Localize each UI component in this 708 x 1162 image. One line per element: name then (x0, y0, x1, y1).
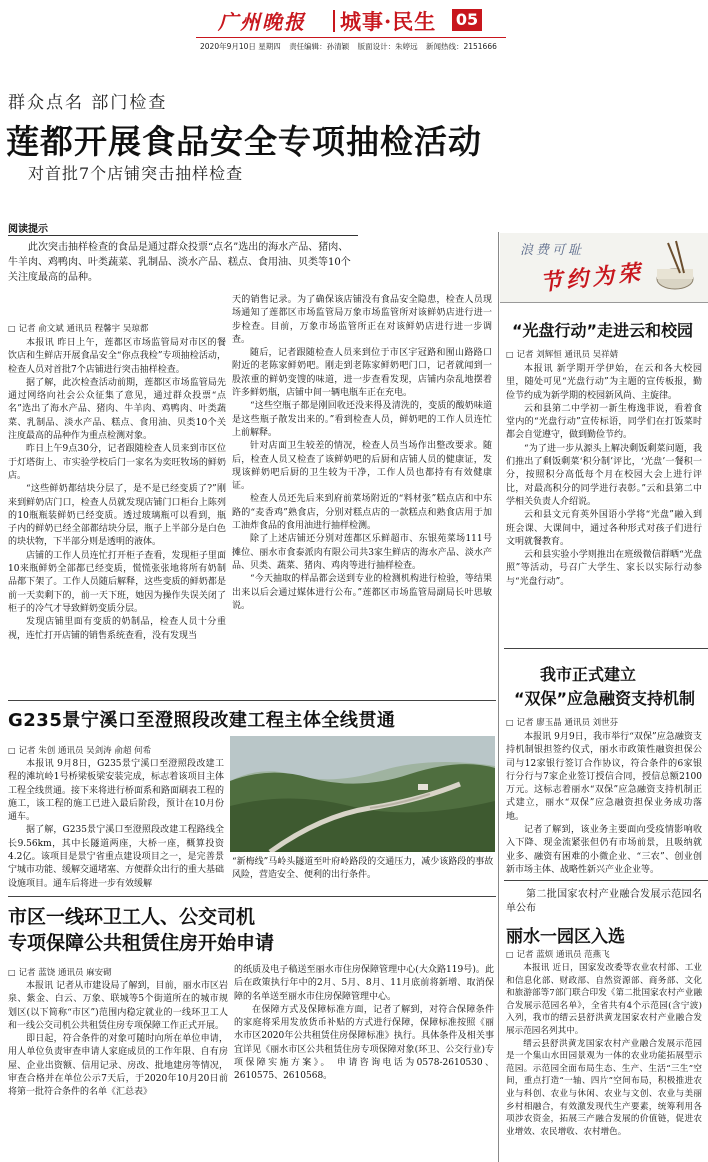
masthead-separator (333, 10, 335, 32)
story6-column-2 (234, 964, 494, 1084)
story4-kicker-text: 第二批国家农村产业融合发展示范园名单公布 (506, 889, 702, 914)
lead-paragraph: 检查人员还先后来到府前菜场附近的“料材张”糕点店和中东路的“麦香鸡”熟食店，分别对糕点店的一款糕点和熟食店用于加工油炸食品的食用油进行抽样检测。 (232, 494, 492, 532)
issue-date: 2020年9月10日 星期四 (200, 42, 281, 51)
lead-paragraph: 针对店面卫生较差的情况，检查人员当场作出整改要求。随后，检查人员又检查了该鲜奶吧的后厨和店铺人员的健康证，发现该鲜奶吧后厨的卫生较为干净，工作人员也都持有有效健康证。 (232, 441, 492, 492)
lead-paragraph: 天的销售记录。为了确保该店铺没有食品安全隐患，检查人员现场通知了莲都区市场监管局万象市场监管所对该鲜奶店进行进一步检查。目前，万象市场监管所正在对该鲜奶店进行进一步调查。 (232, 295, 492, 345)
story3-paragraph: 记者了解到，该业务主要面向受疫情影响收入下降、现金流紧张但仍有市场前景，且吸纳就业多、融资有困难的小微企业、“三农”、创业创新市场主体、战略性新兴产业企业等。 (506, 825, 702, 875)
lead-paragraph: 本报讯 昨日上午，莲都区市场监管局对市区的餐饮店和生鲜店开展食品安全“你点我检”专项抽检活动，检查人员对首批7个店铺进行突击抽样检查。 (8, 338, 226, 375)
masthead-rule (196, 37, 506, 38)
lead-paragraph: 昨日上午9点30分，记者跟随检查人员来到市区位于灯塔街上、市实验学校后门一家名为奕旺牧场的鲜奶店。 (8, 444, 226, 481)
story2-body (506, 363, 702, 589)
newspaper-logo: 广州晚报 (218, 10, 306, 34)
feature-banner (500, 233, 708, 303)
story6-paragraph: 本报讯 记者从市建设局了解到，目前，丽水市区岩泉、紫金、白云、万象、联城等5个街道所在的城市规划区(以下简称“市区”)范围内稳定就业的一线环卫工人和一线公交司机公共租赁住房专项保障工作正式开展。 (8, 981, 228, 1031)
story3-headline-line2: “双保”应急融资支持机制 (514, 689, 696, 708)
lead-byline: □ 记者 俞文斌 通讯员 程馨宇 吴琼都 (8, 322, 148, 334)
lead-kicker: 群众点名 部门检查 (8, 93, 168, 113)
editor-credit: 责任编辑：孙清颖 (289, 42, 350, 51)
story5-headline: G235景宁溪口至澄照段改建工程主体全线贯通 (8, 710, 396, 731)
story4-body (506, 962, 702, 1138)
lead-paragraph: 随后，记者跟随检查人员来到位于市区宇冠路和囿山路路口附近的老陈家鲜奶吧。刚走到老陈家鲜奶吧门口，记者就闻到一股浓重的鲜奶变馊的味道，进一步查看发现，店铺内杂乱地摆着许多鲜奶瓶，店铺中间一辆电瓶车正在充电。 (232, 348, 492, 399)
story2-paragraph: 本报讯 新学期开学伊始，在云和各大校园里，随处可见“光盘行动”为主题的宣传板报，勤俭节约成为新学期的校园新风尚、主旋律。 (506, 364, 702, 401)
story6-column-1 (8, 980, 228, 1100)
story2-paragraph: 云和县文元育英外国语小学将“光盘”融入到班会课、大课间中，通过各种形式对孩子们进行文明就餐教育。 (506, 510, 702, 547)
news-hotline: 新闻热线：2151666 (425, 42, 497, 51)
story2-paragraph: 云和县实验小学则推出在班级微信群晒“光盘照”等活动，号召广大学生、家长以实际行动参与“光盘行动”。 (506, 550, 702, 587)
feature-slogan-2: 节约为荣 (539, 259, 646, 297)
lead-column-2 (232, 294, 492, 613)
lead-paragraph: “这些空瓶子都是刚回收还没来得及清洗的，变质的酸奶味道是这些瓶子散发出来的。”看到检查人员，鲜奶吧的工作人员连忙上前解释。 (232, 401, 492, 438)
story2-headline: “光盘行动”走进云和校园 (512, 321, 694, 340)
section-rule (8, 700, 496, 701)
story5-paragraph: 本报讯 9月8日，G235景宁溪口至澄照段改建工程的滩坑岭1号桥梁板梁安装完成，标志着该项目主体工程全线贯通。接下来将进行桥面系和路面刷表工程的施工，该工程的施工已进入最后阶段，预计在10月份通车。 (8, 759, 225, 823)
story3-body (506, 731, 702, 877)
lead-paragraph: 店铺的工作人员连忙打开柜子查看，发现柜子里面10来瓶鲜奶全部都已经变质，慌慌张张地将所有奶制品都下架了。工作人员随后解释，这些变质的鲜奶都是前一天卖剩下的，前一天下班，她因为操作失误关闭了柜子的冷气才导致鲜奶变质分层。 (8, 550, 226, 614)
summary-text: 此次突击抽样检查的食品是通过群众投票“点名”选出的海水产品、猪肉、牛羊肉、鸡鸭肉、叶类蔬菜、乳制品、淡水产品、糕点、食用油、贝类等10个关注度最高的品种。 (8, 242, 351, 283)
lead-paragraph: 发现店铺里面有变质的奶制品，检查人员十分重视，连忙打开店铺的销售系统查看，没有发现当 (8, 617, 226, 641)
story3-headline-line1: 我市正式建立 (540, 665, 637, 684)
lead-subhead: 对首批7个店铺突击抽样检查 (28, 164, 244, 183)
lead-paragraph: 除了上述店铺还分别对莲都区乐鲜超市、东银苑菜场111号摊位、丽水市食泰派肉有限公司共3家生鲜店的海水产品、淡水产品、贝类、蔬菜、猪肉、鸡肉等进行抽样检查。 (232, 534, 492, 571)
story2-byline: □ 记者 刘辉恒 通讯员 吴祥婧 (506, 348, 618, 360)
story4-paragraph: 缙云县舒洪黄龙国家农村产业融合发展示范园是一个集山水田园景观为一体的农业功能拓展型示范园。示范园全面布局生态、生产、生活“三生”空间，重点打造“一轴、四片”空间布局，积极推进农业与科创、农业与休闲、农业与文创、农业与美丽乡村相融合，有效激发现代生产要素，统筹利用各项涉农资金，拓展三产融合发展的价值链，促进农业增效、农民增收、农村增色。 (506, 1038, 702, 1137)
section-rule (8, 896, 496, 897)
story2-paragraph: “为了进一步从源头上解决剩饭剩菜问题，我们推出了剩饭剩菜‘积分制’评比，‘光盘’一餐积一分，按照积分高低每个月在校园大会上进行评比，对最高积分的同学进行表彰。”云和县第二中学相关负责人介绍说。 (506, 443, 702, 507)
summary-label: 阅读提示 (8, 224, 48, 235)
story6-headline-line2: 专项保障公共租赁住房开始申请 (8, 932, 275, 954)
summary-rule (8, 235, 358, 236)
lead-paragraph: 据了解，此次检查活动前期，莲都区市场监管局先通过网络向社会公众征集了意见，通过群众投票“点名”选出了海水产品、猪肉、牛羊肉、鸡鸭肉、叶类蔬菜、乳制品、淡水产品、糕点、食用油、贝类10个关注度最高的品种作为重点检测对象。 (8, 377, 226, 442)
story5-paragraph: 据了解，G235景宁溪口至澄照段改建工程路线全长9.56km，其中长隧道两座，大桥一座，概算投资4.2亿。该项目是景宁省重点建设项目之一，是完善景宁城市功能、缓解交通堵塞、方便群众出行的重大基础设施项目。通车后将进一步有效缓解 (8, 825, 225, 889)
story4-paragraph: 本报讯 近日，国家发改委等农业农村部、工业和信息化部、财政部、自然资源部、商务部、文化和旅游部等7部门联合印发《第二批国家农村产业融合发展示范园名单》，全省共有4个示范园(含宁波)入列，我市的缙云县舒洪黄龙国家农村产业融合发展示范园名列其中。 (506, 963, 702, 1036)
section-rule (504, 880, 708, 881)
story6-paragraph: 在保障方式及保障标准方面，记者了解到，对符合保障条件的家庭将采用发放货币补贴的方式进行保障，保障标准按照《丽水市区2020年公共租赁住房保障标准》执行。具体条件及相关事宜详见《丽水市区公共租赁住房专项保障对象(环卫、公交行业)专项保障实施方案》。 申请咨询电话为0578-2610530、2610575、2610568。 (234, 1004, 494, 1082)
road-project-photo (230, 736, 495, 852)
story6-paragraph: 即日起，符合条件的对象可随时向所在单位申请，用人单位负责审查申请人家庭成员的工作年限、自有房屋、企业出资额、信用记录、房改、批地建房等情况，审查合格并在单位公示7天后，于2020年10月20日前将第一批符合条件的名单《汇总表》 (8, 1034, 228, 1098)
lead-column-1 (8, 337, 226, 643)
story6-paragraph: 的纸质及电子稿送至丽水市住房保障管理中心(大众路119号)。此后在政策执行年中的2月、5月、8月、11月底前将新增、取消保障的名单送至丽水市住房保障管理中心。 (234, 965, 494, 1002)
story6-headline-line1: 市区一线环卫工人、公交司机 (8, 906, 256, 928)
masthead-info (200, 41, 503, 52)
masthead (0, 0, 708, 56)
story4-byline: □ 记者 蓝烦 通讯员 范燕飞 (506, 948, 610, 960)
lead-paragraph: “今天抽取的样品都会送到专业的检测机构进行检验，等结果出来以后会通过媒体进行公布。”莲都区市场监管局副局长叶思敏说。 (232, 574, 492, 611)
section-rule (504, 648, 708, 649)
page-number-badge: 05 (452, 9, 482, 31)
story5-byline: □ 记者 朱创 通讯员 吴剑涛 俞超 何希 (8, 744, 151, 756)
story4-headline: 丽水一园区入选 (506, 927, 625, 947)
lead-paragraph: “这些鲜奶都结块分层了，是不是已经变质了?”刚来到鲜奶店门口，检查人员就发现店铺门口柜台上陈列的10瓶瓶装鲜奶已经变质。透过玻璃瓶可以看到，瓶子内的鲜奶已经全部都结块分层，瓶子上半部分是白色的块状物，下半部分则是透明的液体。 (8, 484, 226, 548)
story6-byline: □ 记者 蓝饶 通讯员 麻安砌 (8, 966, 112, 978)
column-divider (498, 232, 499, 1162)
story3-paragraph: 本报讯 9月9日，我市举行“双保”应急融资支持机制银担签约仪式，丽水市政策性融资担保公司与12家银行签订合作协议，符合条件的6家银行分行与7家企业签订授信合同，授信总额2100万元。这标志着丽水“双保”应急融资支持机制正式建立，丽水“双保”应急融资担保业务成功落地。 (506, 732, 702, 822)
story5-caption: “新梅线”马岭头隧道至叶府岭路段的交通压力，减少该路段的事故风险，营造安全、便利的出行条件。 (232, 857, 494, 880)
story3-byline: □ 记者 廖玉晶 通讯员 刘世芬 (506, 716, 618, 728)
lead-headline: 莲都开展食品安全专项抽检活动 (6, 122, 482, 161)
bowl-chopsticks-icon (650, 239, 700, 297)
feature-slogan-1: 浪费可耻 (520, 243, 585, 258)
section-title: 城事·民生 (340, 9, 437, 34)
story4-kicker (506, 888, 702, 916)
designer-credit: 版面设计：朱婷远 (357, 42, 418, 51)
story2-paragraph: 云和县第二中学初一新生梅逸菲说，看着食堂内的“光盘行动”宣传标语，同学们在打饭菜时都会自觉遵守，做到勤俭节约。 (506, 403, 702, 441)
story5-body (8, 758, 224, 891)
